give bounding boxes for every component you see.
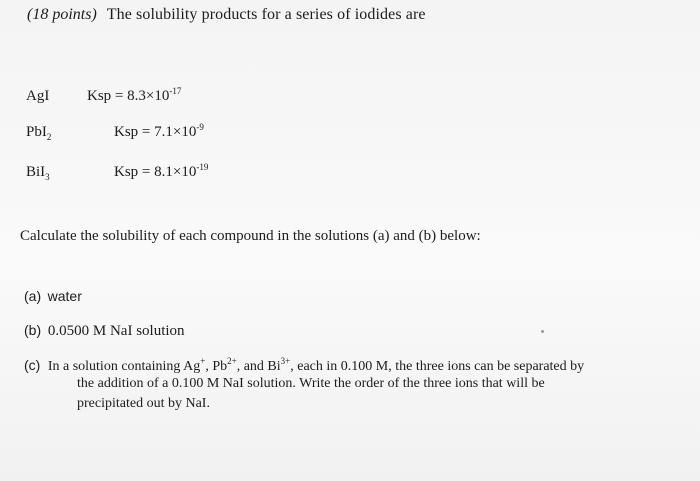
part-b-label: (b) [24,322,42,338]
ksp-value: Ksp = 7.1×10 [114,124,197,140]
compound-formula [26,88,49,105]
part-b [24,322,185,340]
compound-formula [26,164,50,181]
ksp-expression [87,85,182,105]
ksp-expression [114,161,209,181]
ag-charge: + [200,355,206,366]
compound-formula [26,124,51,141]
stray-mark [541,330,544,333]
ksp-expression [114,121,204,141]
formula-base: BiI [26,164,46,180]
ksp-exponent: -19 [196,161,209,172]
ksp-value: Ksp = 8.1×10 [114,164,197,180]
points-label: (18 points) [27,6,97,23]
part-b-text: 0.0500 M NaI solution [47,323,185,339]
instruction-text: Calculate the solubility of each compound in the solutions (a) and (b) below: [20,228,481,244]
ksp-exponent: -9 [196,121,204,132]
part-c-pre: In a solution containing Ag [47,359,201,374]
header-text: The solubility products for a series of iodides are [106,6,426,23]
part-a-text: water [47,288,82,304]
part-a-label: (a) [24,288,42,304]
formula-subscript: 2 [46,132,52,143]
part-c-sep2: , and Bi [236,359,281,374]
part-c-text-line1 [47,355,585,374]
part-c-sep1: , Pb [205,359,228,374]
part-c-line2: the addition of a 0.100 M NaI solution. Write the order of the three ions that will be [77,376,545,391]
problem-header [27,6,426,24]
part-a [24,288,82,306]
bi-charge: 3+ [280,355,291,366]
part-c-label: (c) [24,357,41,373]
ksp-exponent: -17 [169,85,182,96]
part-c [24,357,584,375]
pb-charge: 2+ [227,355,237,366]
formula-base: AgI [26,88,50,104]
formula-subscript: 3 [45,172,50,183]
ksp-value: Ksp = 8.3×10 [87,88,170,104]
formula-base: PbI [26,124,47,140]
part-c-post: , each in 0.100 M, the three ions can be separated by [290,359,585,374]
part-c-line3: precipitated out by NaI. [77,396,210,411]
